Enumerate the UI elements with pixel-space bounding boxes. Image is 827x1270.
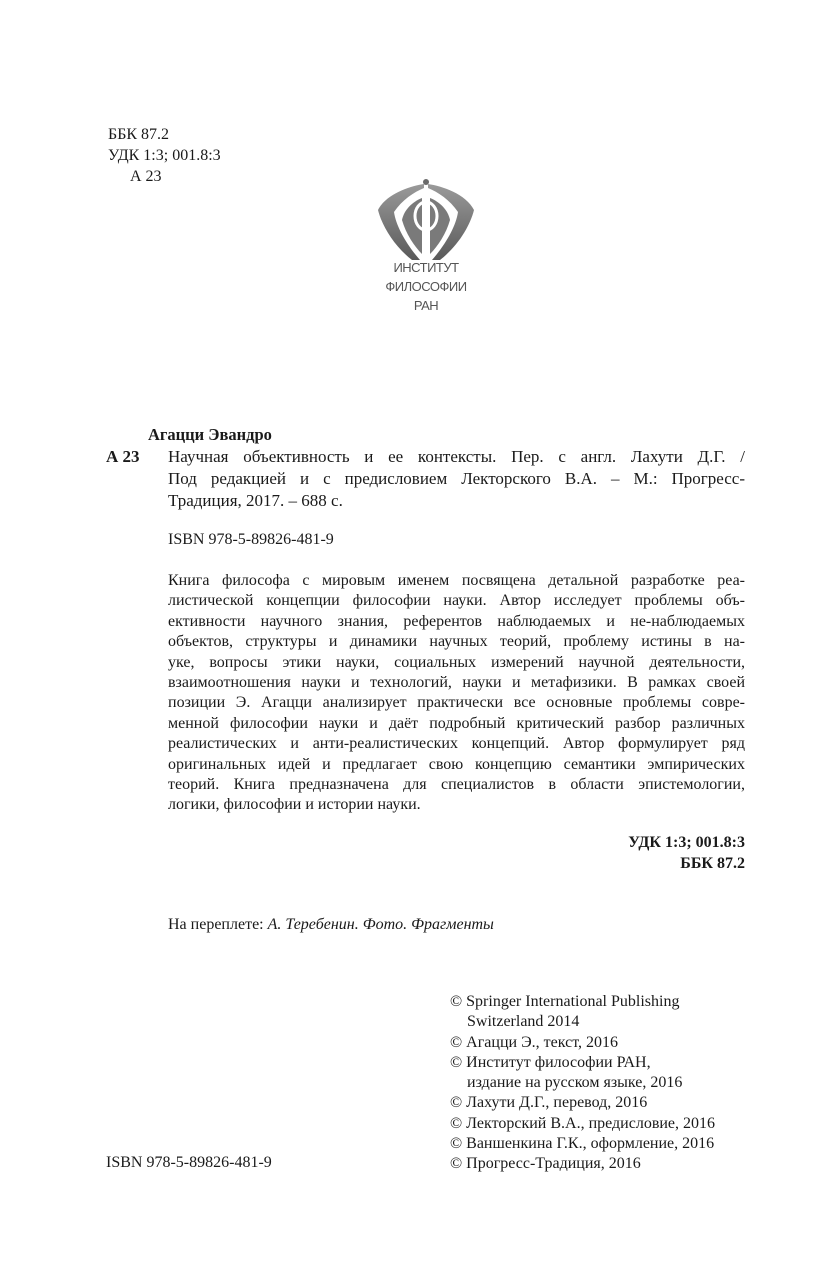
annotation-line: ективности научного знания, референтов наблюдаемых и не-наблюдаемых (168, 612, 745, 630)
copyright-line: © Springer International Publishing (450, 993, 680, 1010)
annotation-line: менной философии науки и даёт подробный критический разбор различных (168, 714, 745, 732)
description-line: Традиция, 2017. – 688 с. (168, 491, 343, 510)
copyright-line: издание на русском языке, 2016 (467, 1074, 683, 1092)
logo-line-institute: ИНСТИТУТ (393, 260, 459, 275)
annotation (168, 571, 745, 816)
annotation-line: логики, философии и истории науки. (168, 796, 421, 814)
logo-line-ran: РАН (413, 298, 439, 313)
footer-bbk: ББК 87.2 (680, 855, 745, 872)
description-line: Научная объективность и ее контексты. Пер. с англ. Лахути Д.Г. / (168, 447, 745, 466)
annotation-line: позиции Э. Агацци анализирует практически все основные проблемы совре- (168, 694, 745, 712)
annotation-line: теорий. Книга предназначена для специалистов в области эпистемологии, (168, 776, 745, 794)
description-line: Под редакцией и с предисловием Лекторского В.А. – М.: Прогресс- (168, 469, 745, 488)
author-name: Агацци Эвандро (148, 425, 272, 444)
author-mark: А 23 (130, 168, 162, 185)
copyright-line: © Институт философии РАН, (450, 1053, 651, 1071)
institute-emblem-icon (372, 176, 480, 268)
copyright-line: © Прогресс-Традиция, 2016 (450, 1155, 641, 1173)
copyright-line: © Ваншенкина Г.К., оформление, 2016 (450, 1135, 715, 1153)
copyright-line: © Агацци Э., текст, 2016 (450, 1033, 618, 1051)
logo-line-philosophy: ФИЛОСОФИИ (385, 279, 467, 294)
udk-code: УДК 1:3; 001.8:3 (108, 147, 221, 164)
bibliographic-description (168, 446, 745, 512)
annotation-line: листической концепции философии науки. Автор исследует проблемы объ- (168, 592, 745, 610)
copyright-line: © Лахути Д.Г., перевод, 2016 (450, 1094, 648, 1112)
footer-classification (628, 832, 745, 874)
cover-author: А. Теребенин. Фото. Фрагменты (267, 916, 494, 933)
classification-block (108, 124, 221, 187)
footer-udk: УДК 1:3; 001.8:3 (628, 834, 745, 851)
isbn-bottom: ISBN 978-5-89826-481-9 (106, 1154, 272, 1171)
annotation-line: взаимоотношения науки и технологий, науки и метафизики. В рамках своей (168, 674, 745, 692)
bbk-code: ББК 87.2 (108, 126, 170, 143)
institute-logo (372, 176, 480, 326)
annotation-line: оригинальных идей и предлагает свою концепцию семантики эмпирических (168, 755, 745, 773)
annotation-line: Книга философа с мировым именем посвящена детальной разработке реа- (168, 572, 745, 589)
copyright-line: Switzerland 2014 (467, 1013, 580, 1031)
cover-credit (168, 916, 494, 934)
cover-label: На переплете: (168, 916, 268, 933)
copyright-line: © Лекторский В.А., предисловие, 2016 (450, 1114, 716, 1132)
isbn-entry: ISBN 978-5-89826-481-9 (168, 531, 334, 548)
copyright-block (450, 992, 715, 1175)
annotation-line: объектов, структуры и динамики научных теорий, проблему истины в на- (168, 633, 745, 651)
entry-code: А 23 (106, 447, 140, 466)
annotation-line: реалистических и анти-реалистических концепций. Автор формулирует ряд (168, 735, 745, 753)
annotation-line: уке, вопросы этики науки, социальных измерений научной деятельности, (168, 653, 745, 671)
